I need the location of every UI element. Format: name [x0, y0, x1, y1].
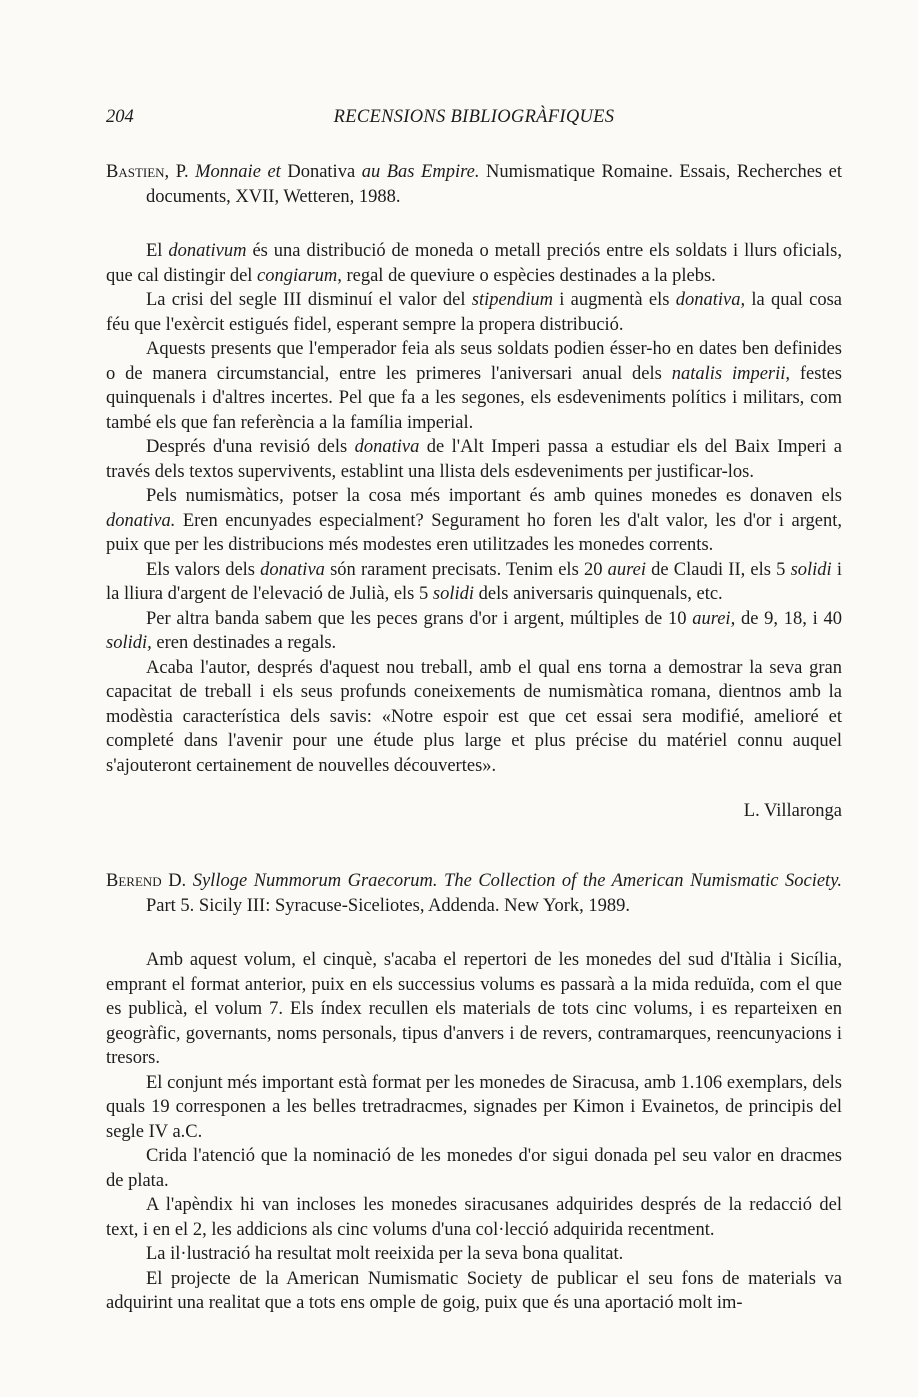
- italic-term: solidi: [432, 584, 475, 604]
- paragraph: Amb aquest volum, el cinquè, s'acaba el repertori de les monedes del sud d'Itàlia i Sicília, emprant el format anterior, puix en els successius volums es passarà a la mida reduïda, com el que es publicà, el volum 7. Els índex recullen els materials de tots cinc volums, i es reparteixen en geogràfic, governants, noms personals, tipus d'anvers i de revers, contramarques, reencunyacions i tresors.: [106, 950, 842, 1068]
- review-1: [106, 160, 842, 778]
- page-number: 204: [106, 107, 134, 127]
- italic-term: donativa: [260, 559, 325, 580]
- citation-author: Berend D.: [106, 871, 187, 891]
- paragraph: La crisi del segle III disminuí el valor del stipendium i augmentà els donativa, la qual cosa féu que l'exèrcit estigués fidel, esperant sempre la propera distribució.: [106, 290, 843, 335]
- review-2-body: [106, 948, 842, 1316]
- paragraph: Després d'una revisió dels donativa de l'Alt Imperi passa a estudiar els del Baix Imperi a través dels textos supervivents, establint una llista dels esdeveniments per justificar-los.: [106, 437, 842, 482]
- citation-2: [106, 869, 842, 918]
- italic-term: aurei,: [692, 608, 736, 629]
- review-2: [106, 869, 842, 1316]
- signature: L. Villaronga: [743, 801, 842, 821]
- running-head: [106, 107, 842, 133]
- paragraph: Els valors dels donativa són rarament precisats. Tenim els 20 aurei de Claudi II, els 5 solidi i la lliura d'argent de l'elevació de Julià, els 5 solidi dels aniversaris quinquenals, etc.: [106, 559, 843, 604]
- paragraph: La il·lustració ha resultat molt reeixida per la seva bona qualitat.: [146, 1244, 624, 1264]
- italic-term: donativa,: [675, 290, 746, 310]
- running-title: RECENSIONS BIBLIOGRÀFIQUES: [333, 107, 615, 127]
- citation-title-a: Monnaie et: [195, 162, 281, 182]
- italic-term: stipendium: [471, 290, 553, 310]
- paragraph: El conjunt més important està format per les monedes de Siracusa, amb 1.106 exemplars, dels quals 19 corresponen a les belles tretradracmes, signades per Kimon i Evainetos, de principis del segle IV a.C.: [106, 1072, 842, 1142]
- citation-title-c: au Bas Empire.: [361, 162, 480, 182]
- paragraph: Aquests presents que l'emperador feia als seus soldats podien ésser-ho en dates ben definides o de manera circumstancial, entre les primeres l'aniversari anual dels natalis imperii, festes quinquenals i d'altres incertes. Pel que fa a les segones, els esdeveniments polítics i militars, com també els que fan referència a la família imperial.: [106, 339, 843, 433]
- italic-term: donativum: [168, 241, 247, 261]
- italic-term: solidi: [790, 559, 832, 580]
- paragraph: Pels numismàtics, potser la cosa més important és amb quines monedes es donaven els donativa. Eren encunyades especialment? Segurament ho foren les d'alt valor, les d'or i argent, puix que per les distribucions més modestes eren utilitzades les monedes corrents.: [106, 486, 842, 555]
- italic-term: congiarum,: [257, 265, 342, 286]
- citation-title: Sylloge Nummorum Graecorum. The Collection of the American Numismatic Society.: [192, 871, 843, 891]
- paragraph: A l'apèndix hi van incloses les monedes siracusanes adquirides després de la redacció del text, i en el 2, les addicions als cinc volums d'una col·lecció adquirida recentment.: [106, 1195, 842, 1240]
- paragraph: El donativum és una distribució de moneda o metall preciós entre els soldats i llurs oficials, que cal distingir del congiarum, regal de queviure o espècies destinades a la plebs.: [106, 241, 842, 286]
- italic-term: donativa.: [106, 510, 176, 531]
- citation-title-b: Donativa: [287, 162, 356, 182]
- citation-rest: Numismatique Romaine. Essais, Recherches et documents, XVII, Wetteren, 1988.: [146, 162, 843, 207]
- italic-term: solidi,: [106, 633, 152, 653]
- paragraph: Crida l'atenció que la nominació de les monedes d'or sigui donada pel seu valor en dracmes de plata.: [106, 1146, 842, 1191]
- paragraph: Per altra banda sabem que les peces grans d'or i argent, múltiples de 10 aurei, de 9, 18, i 40 solidi, eren destinades a regals.: [106, 608, 843, 653]
- italic-term: donativa: [354, 437, 420, 457]
- paragraph: El projecte de la American Numismatic Society de publicar el seu fons de materials va adquirint una realitat que a tots ens omple de goig, puix que és una aportació molt im-: [106, 1268, 842, 1313]
- citation-rest: Part 5. Sicily III: Syracuse-Siceliotes, Addenda. New York, 1989.: [146, 895, 631, 916]
- italic-term: aurei: [607, 559, 646, 580]
- citation-author: Bastien, P.: [106, 162, 189, 182]
- review-1-body: [106, 239, 842, 778]
- italic-term: natalis imperii,: [671, 363, 791, 384]
- paragraph: Acaba l'autor, després d'aquest nou treball, amb el qual ens torna a demostrar la seva gran capacitat de treball i els seus profunds coneixements de numismàtica romana, dientnos amb la modèstia característica dels savis: «Notre espoir est que cet essai sera modifié, amelioré et completé dans l'avenir pour une étude plus large et plus précise du matériel connu auquel s'ajouteront certainement de nouvelles découvertes».: [106, 657, 842, 776]
- citation-1: [106, 160, 842, 209]
